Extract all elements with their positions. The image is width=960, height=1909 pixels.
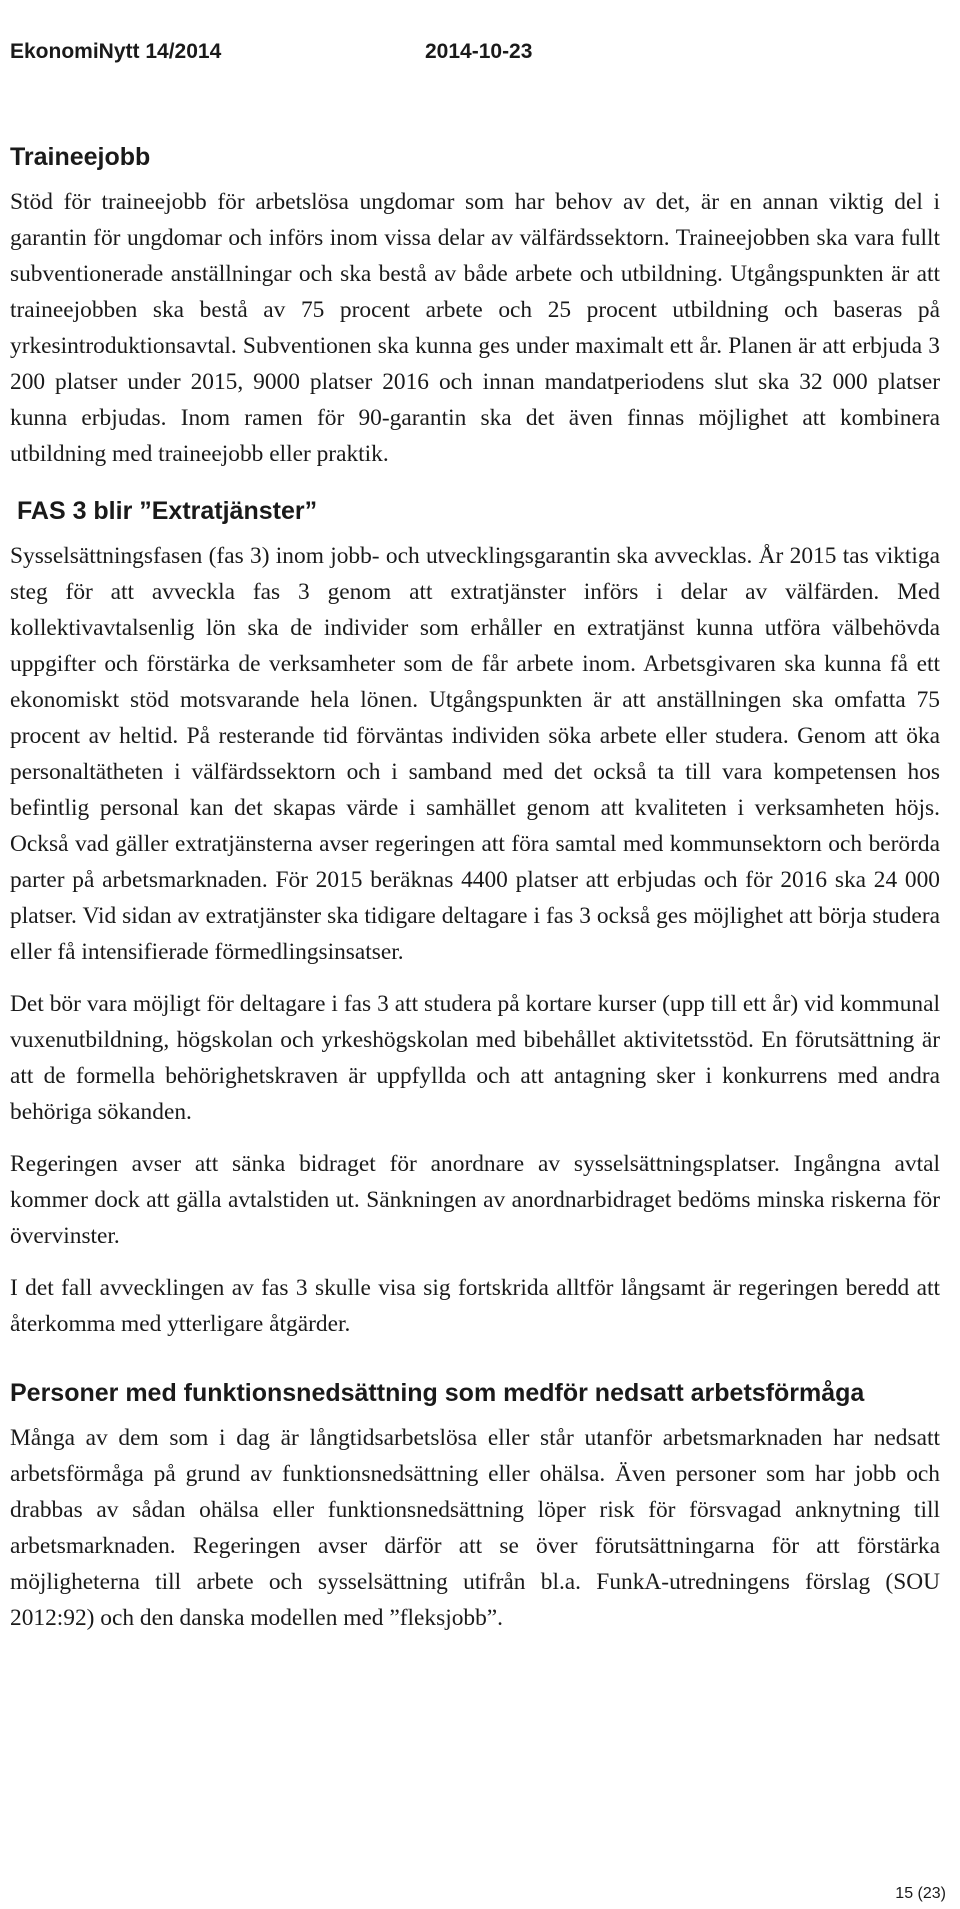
- heading-traineejobb: Traineejobb: [10, 143, 151, 171]
- paragraph-fas3-4: I det fall avvecklingen av fas 3 skulle visa sig fortskrida alltför långsamt är regeringen beredd att återkomma med ytterligare åtgärder.: [10, 1275, 940, 1337]
- publication-date: 2014-10-23: [425, 40, 533, 63]
- section-traineejobb: [10, 140, 940, 472]
- paragraph-fas3-2: Det bör vara möjligt för deltagare i fas 3 att studera på kortare kurser (upp till ett år) vid kommunal vuxenutbildning, högskolan och yrkeshögskolan med bibehållet aktivitetsstöd. En förutsättning är att de formella behörighetskraven är uppfyllda och att antagning sker i konkurrens med andra behöriga sökanden.: [10, 991, 940, 1125]
- paragraph-fas3-1: Sysselsättningsfasen (fas 3) inom jobb- och utvecklingsgarantin ska avvecklas. År 2015 tas viktiga steg för att avveckla fas 3 genom att extratjänster införs i delar av välfärden. Med kollektivavtalsenlig lön ska de individer som erhåller en extratjänst kunna utföra välbehövda uppgifter och förstärka de verksamheter som de får arbete inom. Arbetsgivaren ska kunna få ett ekonomiskt stöd motsvarande hela lönen. Utgångspunkten är att anställningen ska omfatta 75 procent av heltid. På resterande tid förväntas individen söka arbete eller studera. Genom att öka personaltätheten i välfärdssektorn och i samband med det också ta till vara kompetensen hos befintlig personal kan det skapas värde i samhället genom att kvaliteten i verksamheten höjs. Också vad gäller extratjänsterna avser regeringen att föra samtal med kommunsektorn och berörda parter på arbetsmarknaden. För 2015 beräknas 4400 platser att erbjudas och för 2016 ska 24 000 platser. Vid sidan av extratjänster ska tidigare deltagare i fas 3 också ges möjlighet att börja studera eller få intensifierade förmedlingsinsatser.: [10, 543, 940, 965]
- page-number: 15 (23): [895, 1885, 946, 1902]
- paragraph-funktionsnedsattning: Många av dem som i dag är långtidsarbetslösa eller står utanför arbetsmarknaden har nedsatt arbetsförmåga på grund av funktionsnedsättning eller ohälsa. Även personer som har jobb och drabbas av sådan ohälsa eller funktionsnedsättning löper risk för försvagad anknytning till arbetsmarknaden. Regeringen avser därför att se över förutsättningarna för att förstärka möjligheterna till arbete och sysselsättning utifrån bl.a. FunkA-utredningens förslag (SOU 2012:92) och den danska modellen med ”fleksjobb”.: [10, 1425, 940, 1631]
- paragraph-fas3-3: Regeringen avser att sänka bidraget för anordnare av sysselsättningsplatser. Ingångna avtal kommer dock att gälla avtalstiden ut. Sänkningen av anordnarbidraget bedöms minska riskerna för övervinster.: [10, 1151, 940, 1249]
- section-funktionsnedsattning: [10, 1376, 940, 1636]
- publication-title: EkonomiNytt 14/2014: [10, 40, 222, 63]
- heading-fas3: FAS 3 blir ”Extratjänster”: [17, 497, 318, 525]
- document-body: [10, 140, 940, 1636]
- heading-funktionsnedsattning: Personer med funktionsnedsättning som medför nedsatt arbetsförmåga: [10, 1379, 865, 1407]
- section-fas3: [10, 494, 940, 1342]
- paragraph-traineejobb: Stöd för traineejobb för arbetslösa ungdomar som har behov av det, är en annan viktig del i garantin för ungdomar och införs inom vissa delar av välfärdssektorn. Traineejobben ska vara fullt subventionerade anställningar och ska bestå av både arbete och utbildning. Utgångspunkten är att traineejobben ska bestå av 75 procent arbete och 25 procent utbildning och baseras på yrkesintroduktionsavtal. Subventionen ska kunna ges under maximalt ett år. Planen är att erbjuda 3 200 platser under 2015, 9000 platser 2016 och innan mandatperiodens slut ska 32 000 platser kunna erbjudas. Inom ramen för 90-garantin ska det även finnas möjlighet att kombinera utbildning med traineejobb eller praktik.: [10, 189, 940, 467]
